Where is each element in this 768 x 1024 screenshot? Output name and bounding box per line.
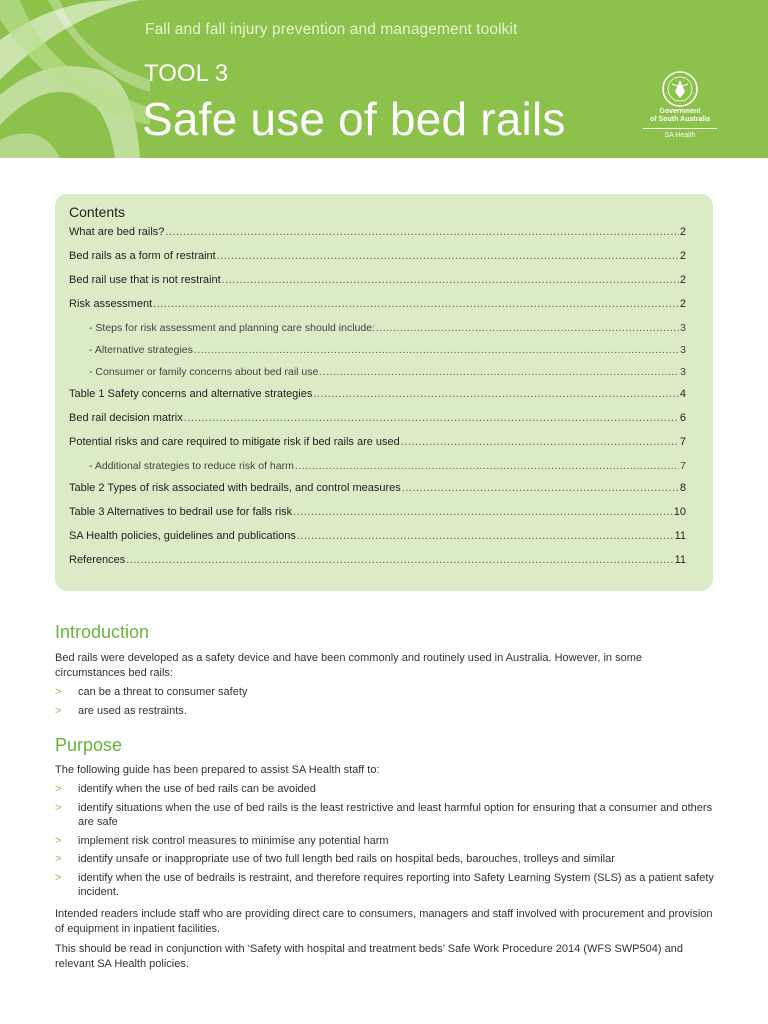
toc-entry-page: 2 — [679, 250, 686, 262]
toc-dot-leader — [402, 482, 679, 494]
tool-number: TOOL 3 — [144, 60, 229, 87]
introduction-bullet-list — [55, 685, 715, 718]
bullet-text: implement risk control measures to minimise any potential harm — [78, 834, 389, 847]
bullet-chevron-icon: > — [55, 686, 62, 698]
toc-dot-leader — [217, 250, 679, 262]
bullet-item — [55, 782, 715, 797]
bullet-item — [55, 704, 715, 719]
toc-entry-page: 10 — [673, 506, 686, 518]
toc-entry-page: 3 — [680, 322, 686, 334]
toc-entry-page: 3 — [680, 344, 686, 356]
toc-entry[interactable] — [69, 460, 686, 482]
toc-entry[interactable] — [69, 322, 686, 344]
toc-entry[interactable] — [69, 530, 686, 554]
bullet-chevron-icon: > — [55, 834, 62, 847]
toc-entry-title: SA Health policies, guidelines and publications — [69, 530, 296, 542]
introduction-section — [55, 622, 715, 722]
toc-dot-leader — [184, 412, 679, 424]
bullet-chevron-icon: > — [55, 783, 62, 795]
logo-divider — [643, 128, 717, 129]
purpose-heading: Purpose — [55, 735, 123, 755]
contents-panel — [55, 194, 713, 591]
header-banner — [0, 0, 768, 158]
toc-dot-leader — [165, 226, 678, 238]
bullet-text: identify situations when the use of bed rails is the least restrictive and least harmful option for ensuring that a consumer and others are safe — [78, 801, 713, 828]
bullet-item — [55, 834, 715, 849]
toc-entry[interactable] — [69, 226, 686, 250]
purpose-paragraph: The following guide has been prepared to assist SA Health staff to: — [55, 764, 380, 776]
toc-dot-leader — [194, 344, 679, 356]
toc-entry-page: 2 — [679, 298, 686, 310]
introduction-heading: Introduction — [55, 622, 150, 642]
toc-dot-leader — [376, 322, 679, 334]
toc-entry-title: Table 1 Safety concerns and alternative strategies — [69, 388, 313, 400]
toc-entry-page: 2 — [679, 274, 686, 286]
toc-dot-leader — [295, 460, 679, 472]
purpose-bullet-list — [55, 782, 715, 900]
logo-line-1: Government — [659, 108, 701, 115]
toc-dot-leader — [313, 388, 679, 400]
toc-entry-page: 8 — [679, 482, 686, 494]
conjunction-paragraph: This should be read in conjunction with ‘Safety with hospital and treatment beds’ Safe Work Procedure 2014 (WFS SWP504) and relevant SA Health policies. — [55, 942, 683, 970]
toc-dot-leader — [126, 554, 673, 566]
toc-entry-title: Risk assessment — [69, 298, 153, 310]
toc-dot-leader — [153, 298, 679, 310]
intended-readers-paragraph: Intended readers include staff who are providing direct care to consumers, managers and staff involved with procurement and provision of equipment in inpatient facilities. — [55, 907, 713, 935]
toc-entry-title: - Additional strategies to reduce risk of harm — [89, 460, 294, 472]
toc-entry[interactable] — [69, 388, 686, 412]
toc-entry-title: What are bed rails? — [69, 226, 165, 238]
bullet-chevron-icon: > — [55, 871, 62, 884]
toc-entry[interactable] — [69, 482, 686, 506]
bullet-item — [55, 685, 715, 700]
decorative-swirl-graphic — [0, 0, 150, 158]
bullet-text: identify when the use of bedrails is restraint, and therefore requires reporting into Safety Learning System (SLS) as a patient safety incident. — [78, 871, 714, 898]
bullet-item — [55, 871, 715, 900]
toc-dot-leader — [319, 366, 679, 378]
toc-entry-title: Bed rails as a form of restraint — [69, 250, 216, 262]
toc-entry-title: Bed rail use that is not restraint — [69, 274, 221, 286]
logo-subtitle: SA Health — [664, 132, 696, 139]
toc-entry-page: 11 — [674, 530, 686, 542]
toc-dot-leader — [222, 274, 679, 286]
toc-dot-leader — [293, 506, 673, 518]
bullet-chevron-icon: > — [55, 801, 62, 814]
toc-entry-title: Potential risks and care required to mitigate risk if bed rails are used — [69, 436, 400, 448]
toc-entry-page: 3 — [680, 366, 686, 378]
bullet-text: identify unsafe or inappropriate use of two full length bed rails on hospital beds, barouches, trolleys and similar — [78, 853, 615, 865]
toolkit-name: Fall and fall injury prevention and management toolkit — [145, 21, 518, 38]
toc-entry[interactable] — [69, 366, 686, 388]
sa-government-crest-icon — [661, 70, 699, 108]
bullet-text: can be a threat to consumer safety — [78, 686, 248, 698]
bullet-item — [55, 801, 715, 830]
toc-entry-title: - Alternative strategies — [89, 344, 193, 356]
toc-entry-title: Table 2 Types of risk associated with bedrails, and control measures — [69, 482, 401, 494]
toc-entry[interactable] — [69, 298, 686, 322]
toc-entry-page: 2 — [679, 226, 686, 238]
bullet-chevron-icon: > — [55, 853, 62, 865]
toc-entry-page: 11 — [674, 554, 686, 566]
toc-entry[interactable] — [69, 554, 686, 578]
toc-entry-page: 4 — [679, 388, 686, 400]
toc-entry-page: 7 — [679, 436, 686, 448]
bullet-text: identify when the use of bed rails can be avoided — [78, 783, 316, 795]
logo-line-2: of South Australia — [649, 116, 711, 123]
toc-entry-page: 7 — [680, 460, 686, 472]
bullet-text: are used as restraints. — [78, 704, 187, 717]
toc-dot-leader — [297, 530, 674, 542]
toc-entry[interactable] — [69, 274, 686, 298]
toc-entry[interactable] — [69, 344, 686, 366]
page-title: Safe use of bed rails — [142, 93, 566, 145]
toc-entry[interactable] — [69, 436, 686, 460]
contents-heading: Contents — [69, 204, 126, 220]
bullet-chevron-icon: > — [55, 704, 62, 717]
table-of-contents — [69, 226, 686, 578]
introduction-paragraph: Bed rails were developed as a safety device and have been commonly and routinely used in Australia. However, in some circumstances bed rails: — [55, 652, 643, 679]
bullet-item — [55, 852, 715, 867]
toc-entry-title: Bed rail decision matrix — [69, 412, 183, 424]
toc-entry-title: - Consumer or family concerns about bed rail use — [89, 366, 319, 378]
toc-entry-title: - Steps for risk assessment and planning care should include: — [89, 322, 375, 334]
toc-entry-title: References — [69, 554, 126, 566]
toc-entry[interactable] — [69, 250, 686, 274]
toc-dot-leader — [401, 436, 679, 448]
toc-entry-page: 6 — [679, 412, 686, 424]
toc-entry-title: Table 3 Alternatives to bedrail use for falls risk — [69, 506, 293, 518]
government-logo — [640, 70, 720, 140]
toc-entry[interactable] — [69, 412, 686, 436]
purpose-section — [55, 735, 715, 972]
toc-entry[interactable] — [69, 506, 686, 530]
